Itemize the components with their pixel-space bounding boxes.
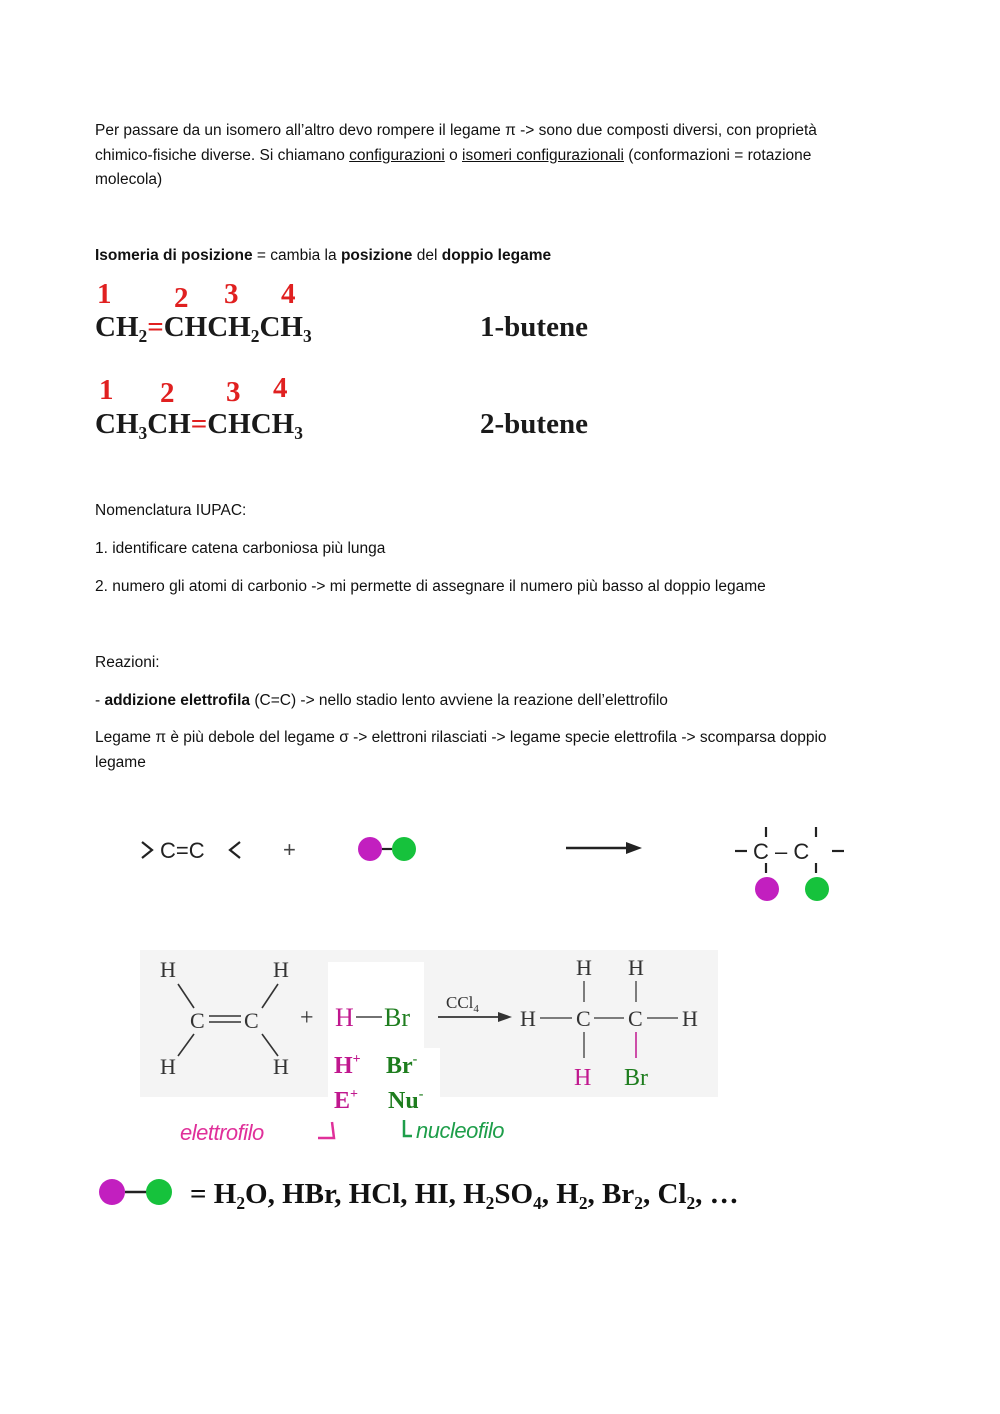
- carbon-number-1: 1: [99, 374, 114, 406]
- intro-line-1: Per passare da un isomero all’altro devo rompere il legame π -> sono due composti diversi, con proprietà: [95, 122, 817, 139]
- product-h-top-1: H: [576, 955, 592, 980]
- formula-2-butene: $CH_3CH=CHCH_3$: [95, 408, 303, 444]
- handwritten-electrophile-note: elettrofilo: [180, 1120, 264, 1145]
- product-h-added: H: [574, 1065, 592, 1091]
- hbr-h: H: [335, 1003, 354, 1032]
- ethene-h-2: H: [273, 957, 289, 982]
- carbon-number-1: 1: [97, 278, 112, 310]
- intro-line-2-pre: chimico-fisiche diverse. Si chiamano: [95, 146, 350, 164]
- product-c-2: C: [628, 1006, 643, 1031]
- position-isomerism-doppio-legame: doppio legame: [441, 247, 552, 264]
- formula-1-butene: $CH_2=CHCH_2CH_3$: [95, 311, 312, 347]
- ethene-h-1: H: [160, 957, 176, 982]
- product-nucleophile-circle: [805, 877, 829, 901]
- term-configurazioni: configurazioni: [349, 146, 445, 164]
- electrophilic-addition-line: - addizione elettrofila (C=C) -> nello stadio lento avviene la reazione dell’elettrofilo: [95, 692, 668, 709]
- carbon-number-2: 2: [160, 377, 175, 409]
- position-isomerism-posizione: posizione: [340, 247, 413, 264]
- carbon-number-4: 4: [281, 278, 296, 310]
- plus-sign: +: [300, 1005, 314, 1031]
- hbr-br: Br: [384, 1003, 410, 1032]
- ethene-h-3: H: [160, 1054, 176, 1079]
- position-isomerism-title: Isomeria di posizione: [95, 247, 253, 264]
- position-isomerism-text-1: = cambia la: [252, 247, 341, 264]
- handwritten-nucleophile-note: nucleofilo: [416, 1118, 504, 1143]
- electrophilic-addition-term: addizione elettrofila: [104, 692, 251, 709]
- reaction-arrow-icon: [566, 842, 642, 854]
- ethene-hbr-scheme: [140, 950, 740, 1150]
- product-c-1: C: [576, 1006, 591, 1031]
- intro-line-2-post: (conformazioni = rotazione: [623, 146, 812, 164]
- pi-bond-line-2: legame: [95, 753, 146, 771]
- electrophile-circle: [358, 837, 382, 861]
- name-2-butene: 2-butene: [480, 408, 588, 440]
- product-br-added: Br: [624, 1065, 648, 1091]
- handwritten-arrow-left-icon: [318, 1122, 334, 1138]
- reagent-dumbbell-icon: [95, 1176, 181, 1210]
- br-minus-label: Br-: [386, 1052, 418, 1079]
- nomenclature-step-1: 1. identificare catena carboniosa più lunga: [95, 540, 386, 557]
- generic-addition-scheme: [130, 815, 860, 910]
- alkene-cc: C=C: [160, 838, 205, 863]
- intro-paragraph: [95, 119, 895, 193]
- carbon-number-4: 4: [273, 372, 288, 404]
- product-h-left: H: [520, 1006, 536, 1031]
- carbon-number-3: 3: [226, 376, 241, 408]
- pi-bond-paragraph: [95, 726, 895, 775]
- carbon-number-3: 3: [224, 278, 239, 310]
- name-1-butene: 1-butene: [480, 311, 588, 343]
- ethene-h-4: H: [273, 1054, 289, 1079]
- solvent-ccl4: CCl$_4$: [446, 993, 479, 1015]
- ethene-c-1: C: [190, 1008, 205, 1033]
- pi-bond-line-1: Legame π è più debole del legame σ -> elettroni rilasciati -> legame specie elettrofila -> scomparsa doppio: [95, 729, 827, 746]
- product-cc: C – C: [753, 839, 810, 864]
- handwritten-arrow-right-icon: [404, 1120, 412, 1136]
- nomenclature-title: Nomenclatura IUPAC:: [95, 502, 247, 519]
- electrophile-nucleophile-reagent: [358, 837, 416, 861]
- h-plus-label: H+: [334, 1052, 361, 1079]
- position-isomerism-heading: [95, 244, 895, 269]
- reactions-title: Reazioni:: [95, 654, 160, 671]
- ethene-c-2: C: [244, 1008, 259, 1033]
- position-isomerism-text-2: del: [412, 247, 442, 264]
- term-isomeri-configurazionali: isomeri configurazionali: [462, 146, 624, 164]
- nucleophile-circle: [392, 837, 416, 861]
- nomenclature-step-2: 2. numero gli atomi di carbonio -> mi permette di assegnare il numero più basso al doppio legame: [95, 578, 766, 595]
- intro-line-3: molecola): [95, 171, 163, 188]
- carbon-number-2: 2: [174, 282, 189, 314]
- intro-or: o: [444, 146, 463, 164]
- product-electrophile-circle: [755, 877, 779, 901]
- nu-minus-label: Nu-: [388, 1087, 424, 1114]
- e-plus-label: E+: [334, 1087, 358, 1114]
- product-h-right: H: [682, 1006, 698, 1031]
- reagents-list: = $H_2O$, HBr, HCl, HI, $H_2SO_4$, $H_2$, $Br_2$, $Cl_2$, …: [190, 1178, 739, 1214]
- product-h-top-2: H: [628, 955, 644, 980]
- plus-sign: +: [283, 837, 296, 862]
